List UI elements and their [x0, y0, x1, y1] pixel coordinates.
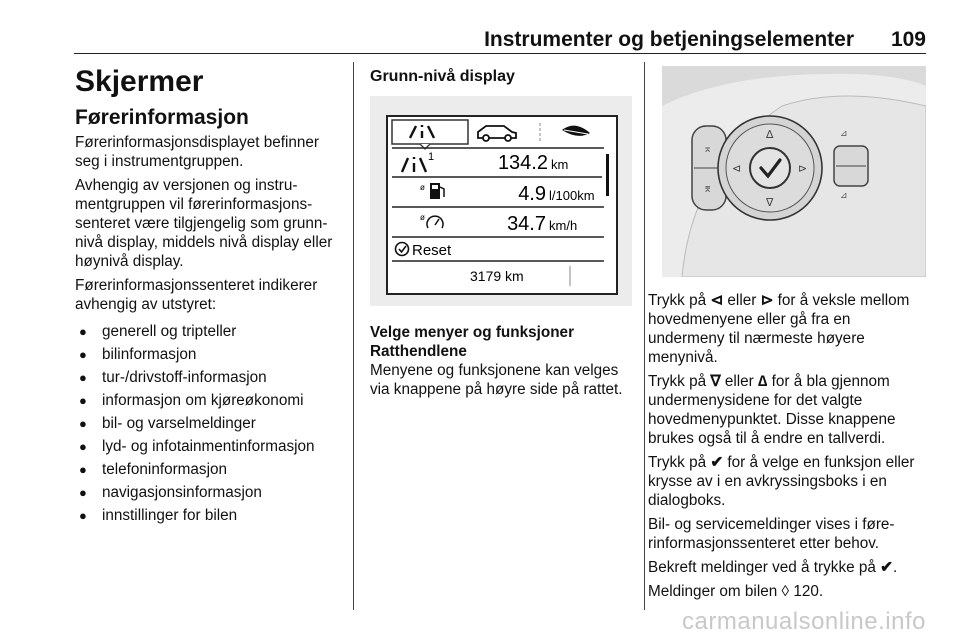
odometer: 3179 km — [470, 268, 524, 284]
list-item: ● navigasjonsinformasjon — [75, 483, 345, 502]
svg-text:∇: ∇ — [766, 196, 774, 209]
list-item: ● innstillinger for bilen — [75, 506, 345, 525]
caption-heading: Velge menyer og funksjoner — [370, 324, 575, 341]
paragraph: Førerinformasjonssenteret indikerer avhengig av utstyret: — [75, 277, 318, 313]
trip-marker: 1 — [428, 151, 435, 163]
list-item: ● telefoninformasjon — [75, 460, 345, 479]
checkmark-icon: ✔ — [710, 454, 724, 471]
up-arrow-icon: ∆ — [757, 373, 768, 390]
paragraph: Førerinformasjonsdisplayet befinner seg i instrumentgruppen. — [75, 134, 320, 170]
right-column — [648, 291, 928, 606]
watermark: carmanualsonline.info — [682, 608, 926, 635]
caption-text: Menyene og funksjonene kan velges via knappene på høyre side på rattet. — [370, 362, 623, 398]
svg-text:ø: ø — [420, 213, 425, 222]
paragraph: Meldinger om bilen ◊ 120. — [648, 583, 824, 600]
checkmark-icon: ✔ — [880, 559, 893, 576]
scrollbar — [606, 154, 609, 196]
feature-list — [75, 322, 345, 525]
checkmark-icon — [750, 148, 790, 188]
svg-text:ø: ø — [420, 183, 425, 192]
paragraph: Avhengig av versjonen og instru-mentgruppen vil førerinformasjons-senteret være tilgjengelig som grunn-nivå display, middels nivå display eller høynivå display. — [75, 177, 333, 270]
svg-text:⊳: ⊳ — [798, 162, 808, 175]
avg-speed-value: 34.7 — [507, 213, 546, 235]
middle-column — [370, 67, 635, 93]
list-item: ● lyd- og infotainmentinformasjon — [75, 437, 345, 456]
right-arrow-icon: ⊳ — [760, 292, 774, 309]
paragraph: Bekreft meldinger ved å trykke på ✔. — [648, 559, 898, 576]
left-arrow-icon: ⊲ — [710, 292, 724, 309]
page-reference-link[interactable]: 120. — [793, 583, 824, 600]
column-divider-left — [353, 62, 354, 610]
column-divider-right — [644, 62, 645, 610]
subsection-heading: Førerinformasjon — [75, 106, 249, 129]
list-item: ● generell og tripteller — [75, 322, 345, 341]
left-column — [75, 65, 345, 529]
avg-speed-unit: km/h — [549, 218, 578, 233]
basic-display-illustration — [370, 96, 632, 306]
header-rule — [74, 53, 926, 54]
list-item: ● tur-/drivstoff-informasjon — [75, 368, 345, 387]
down-arrow-icon: ∇ — [710, 373, 721, 390]
list-item: ● informasjon om kjøreøkonomi — [75, 391, 345, 410]
paragraph: Trykk på ∇ eller ∆ for å bla gjennom undermenysidene for det valgte hovedmenypunktet. Disse knappene brukes også til å endre en tallverdi. — [648, 373, 896, 447]
trip-unit: km — [551, 157, 569, 172]
list-item: ● bilinformasjon — [75, 345, 345, 364]
fuel-consumption-unit: l/100km — [549, 188, 595, 203]
svg-text:⊲: ⊲ — [732, 162, 742, 175]
paragraph: Bil- og servicemeldinger vises i føre-rinformasjonssenteret etter behov. — [648, 516, 895, 552]
fuel-consumption-value: 4.9 — [518, 183, 546, 205]
paragraph: Trykk på ✔ for å velge en funksjon eller krysse av i en avkryssingsboks i en dialogboks. — [648, 454, 915, 509]
steering-wheel-controls-illustration — [662, 66, 926, 277]
section-heading: Skjermer — [75, 65, 204, 98]
list-item: ● bil- og varselmeldinger — [75, 414, 345, 433]
svg-text:⊿: ⊿ — [840, 129, 848, 139]
paragraph: Trykk på ⊲ eller ⊳ for å veksle mellom hovedmenyene eller gå fra en undermeny til nærmeste høyere menynivå. — [648, 292, 910, 366]
svg-text:∆: ∆ — [766, 128, 774, 141]
caption-subheading: Ratthendlene — [370, 343, 467, 360]
svg-text:⌅: ⌅ — [703, 142, 713, 155]
reset-label: Reset — [412, 242, 452, 259]
trip-value: 134.2 — [497, 152, 548, 174]
middle-caption — [370, 323, 638, 399]
svg-text:⊿: ⊿ — [840, 191, 848, 201]
page-number: 109 — [890, 28, 926, 51]
display-heading: Grunn-nivå display — [370, 68, 515, 85]
page-reference-icon: ◊ — [781, 583, 790, 600]
svg-text:⌆: ⌆ — [703, 182, 713, 195]
chapter-title: Instrumenter og betjeningselementer — [484, 28, 854, 51]
